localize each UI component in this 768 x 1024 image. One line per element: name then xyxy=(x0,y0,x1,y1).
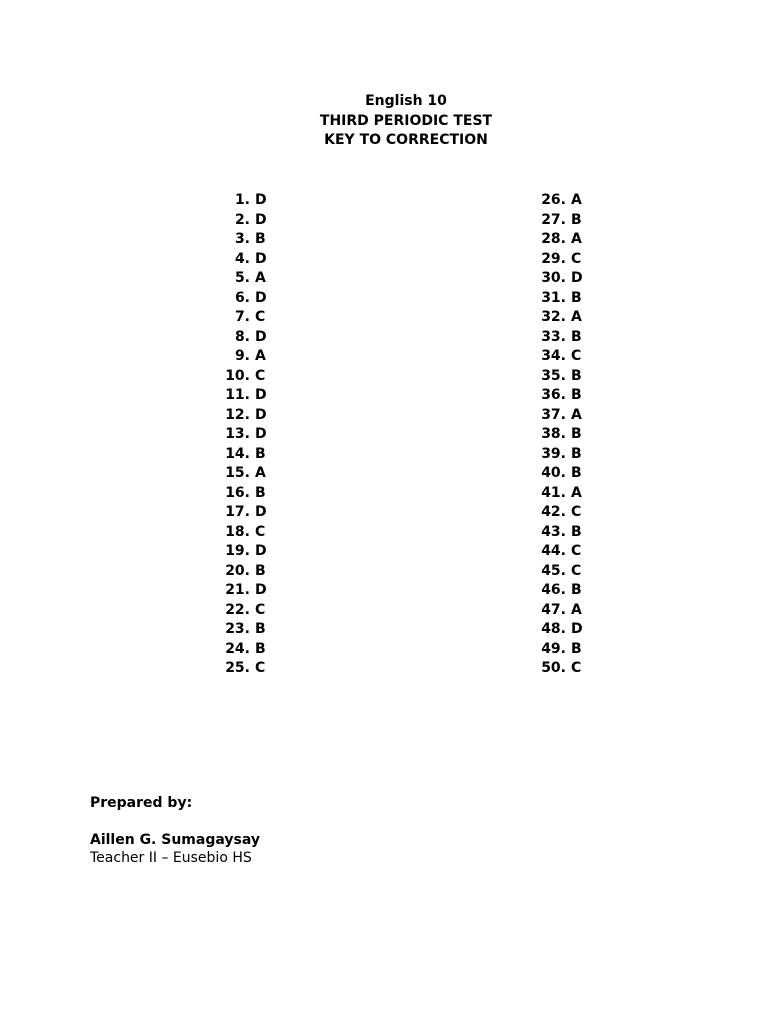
answer-row xyxy=(534,581,583,601)
item-number: 18. xyxy=(225,523,250,540)
item-number: 7. xyxy=(234,309,250,325)
item-number: 25. xyxy=(225,660,250,676)
item-number: 36. xyxy=(541,387,566,403)
answer-row xyxy=(218,581,267,601)
answer-letter: C xyxy=(255,523,266,540)
answer-letter: D xyxy=(255,250,267,267)
answer-letter: D xyxy=(255,406,267,423)
answer-letter: D xyxy=(255,504,267,520)
answer-row xyxy=(218,230,267,250)
preparer-name: Aillen G. Sumagaysay xyxy=(90,832,260,848)
item-number: 32. xyxy=(541,309,566,325)
answer-row xyxy=(218,523,267,543)
answer-letter: B xyxy=(255,562,266,579)
test-title: THIRD PERIODIC TEST xyxy=(319,112,493,129)
answer-column-2 xyxy=(534,191,583,679)
answer-row xyxy=(534,250,583,270)
answer-letter: A xyxy=(571,484,582,501)
answer-row xyxy=(534,503,583,523)
answer-letter: B xyxy=(571,445,582,462)
answer-letter: B xyxy=(255,484,266,501)
answer-letter: D xyxy=(255,211,267,228)
answer-row xyxy=(534,191,583,211)
answer-letter: C xyxy=(571,250,582,267)
item-number: 24. xyxy=(225,640,250,657)
answer-row xyxy=(218,425,267,445)
answer-row xyxy=(218,211,267,231)
answer-letter: D xyxy=(571,270,583,286)
answer-row xyxy=(534,562,583,582)
answer-row xyxy=(218,347,267,367)
answer-row xyxy=(534,347,583,367)
item-number: 22. xyxy=(225,601,250,618)
answer-row xyxy=(218,484,267,504)
answer-row xyxy=(218,406,267,426)
answer-row xyxy=(534,601,583,621)
answer-letter: D xyxy=(255,426,267,442)
answer-row xyxy=(218,542,267,562)
document-header xyxy=(0,92,768,151)
answer-row xyxy=(534,269,583,289)
answer-letter: D xyxy=(255,543,267,559)
answer-letter: C xyxy=(571,660,582,676)
answer-row xyxy=(218,328,267,348)
answer-row xyxy=(534,523,583,543)
answer-row xyxy=(218,386,267,406)
item-number: 9. xyxy=(234,348,250,364)
answer-row xyxy=(218,503,267,523)
answer-row xyxy=(534,620,583,640)
answer-row xyxy=(534,289,583,309)
item-number: 26. xyxy=(541,192,566,208)
item-number: 49. xyxy=(541,640,566,657)
answer-letter: B xyxy=(571,211,582,228)
answer-row xyxy=(218,289,267,309)
item-number: 41. xyxy=(541,484,566,501)
answer-letter: B xyxy=(571,328,582,345)
item-number: 8. xyxy=(234,328,250,345)
answer-letter: D xyxy=(255,328,267,345)
answer-letter: A xyxy=(571,231,582,247)
item-number: 16. xyxy=(225,484,250,501)
item-number: 21. xyxy=(225,582,250,598)
item-number: 35. xyxy=(541,367,566,384)
item-number: 13. xyxy=(225,426,250,442)
item-number: 43. xyxy=(541,523,566,540)
item-number: 40. xyxy=(541,465,566,481)
answer-row xyxy=(534,640,583,660)
item-number: 1. xyxy=(234,192,250,208)
item-number: 48. xyxy=(541,621,566,637)
answer-letter: B xyxy=(255,640,266,657)
answer-row xyxy=(218,308,267,328)
answer-row xyxy=(534,425,583,445)
answer-letter: B xyxy=(255,621,266,637)
answer-letter: C xyxy=(255,601,266,618)
item-number: 11. xyxy=(225,387,250,403)
item-number: 39. xyxy=(541,445,566,462)
course-title: English 10 xyxy=(365,93,447,109)
answer-letter: C xyxy=(571,504,582,520)
item-number: 20. xyxy=(225,562,250,579)
answer-letter: A xyxy=(255,348,266,364)
item-number: 31. xyxy=(541,289,566,306)
item-number: 28. xyxy=(541,231,566,247)
answer-row xyxy=(534,659,583,679)
answer-letter: B xyxy=(255,445,266,462)
item-number: 34. xyxy=(541,348,566,364)
answer-row xyxy=(534,308,583,328)
item-number: 10. xyxy=(225,367,250,384)
answer-letter: A xyxy=(571,601,582,618)
answer-letter: B xyxy=(571,582,582,598)
item-number: 42. xyxy=(541,504,566,520)
answer-letter: C xyxy=(255,660,266,676)
item-number: 12. xyxy=(225,406,250,423)
item-number: 4. xyxy=(234,250,250,267)
item-number: 14. xyxy=(225,445,250,462)
answer-letter: C xyxy=(255,309,266,325)
answer-letter: B xyxy=(571,640,582,657)
item-number: 46. xyxy=(541,582,566,598)
item-number: 47. xyxy=(541,601,566,618)
prepared-by-block xyxy=(90,794,260,867)
item-number: 19. xyxy=(225,543,250,559)
answer-row xyxy=(218,250,267,270)
answer-letter: D xyxy=(571,621,583,637)
preparer-role: Teacher II – Eusebio HS xyxy=(90,850,252,866)
item-number: 50. xyxy=(541,660,566,676)
answer-row xyxy=(218,620,267,640)
answer-letter: C xyxy=(571,543,582,559)
answer-row xyxy=(534,230,583,250)
answer-letter: B xyxy=(571,426,582,442)
answer-letter: B xyxy=(571,523,582,540)
prepared-by-label: Prepared by: xyxy=(90,795,193,811)
item-number: 5. xyxy=(234,270,250,286)
answer-row xyxy=(218,464,267,484)
answer-row xyxy=(534,367,583,387)
answer-row xyxy=(534,406,583,426)
answer-letter: B xyxy=(571,387,582,403)
answer-letter: A xyxy=(255,465,266,481)
item-number: 30. xyxy=(541,270,566,286)
item-number: 27. xyxy=(541,211,566,228)
item-number: 23. xyxy=(225,621,250,637)
answer-letter: A xyxy=(255,270,266,286)
answer-letter: D xyxy=(255,387,267,403)
answer-row xyxy=(218,445,267,465)
answer-row xyxy=(534,328,583,348)
answer-letter: B xyxy=(571,367,582,384)
item-number: 3. xyxy=(234,231,250,247)
answer-row xyxy=(534,542,583,562)
answer-row xyxy=(218,640,267,660)
answer-letter: B xyxy=(571,289,582,306)
answer-letter: C xyxy=(571,562,582,579)
answer-letter: C xyxy=(255,367,266,384)
item-number: 44. xyxy=(541,543,566,559)
answer-letter: D xyxy=(255,289,267,306)
item-number: 15. xyxy=(225,465,250,481)
answer-row xyxy=(218,601,267,621)
answer-row xyxy=(218,191,267,211)
item-number: 29. xyxy=(541,250,566,267)
answer-row xyxy=(534,464,583,484)
answer-letter: B xyxy=(571,465,582,481)
key-subtitle: KEY TO CORRECTION xyxy=(324,132,488,148)
answer-row xyxy=(534,484,583,504)
answer-column-1 xyxy=(218,191,267,679)
item-number: 45. xyxy=(541,562,566,579)
answer-row xyxy=(534,211,583,231)
answer-row xyxy=(218,562,267,582)
answer-row xyxy=(218,269,267,289)
answer-letter: A xyxy=(571,406,582,423)
item-number: 6. xyxy=(234,289,250,306)
item-number: 33. xyxy=(541,328,566,345)
answer-row xyxy=(218,659,267,679)
answer-letter: C xyxy=(571,348,582,364)
answer-row xyxy=(534,386,583,406)
answer-letter: A xyxy=(571,192,582,208)
answer-row xyxy=(218,367,267,387)
answer-row xyxy=(534,445,583,465)
answer-letter: B xyxy=(255,231,266,247)
answer-letter: D xyxy=(255,582,267,598)
item-number: 2. xyxy=(234,211,250,228)
item-number: 37. xyxy=(541,406,566,423)
answer-letter: D xyxy=(255,192,267,208)
item-number: 17. xyxy=(225,504,250,520)
item-number: 38. xyxy=(541,426,566,442)
answer-letter: A xyxy=(571,309,582,325)
